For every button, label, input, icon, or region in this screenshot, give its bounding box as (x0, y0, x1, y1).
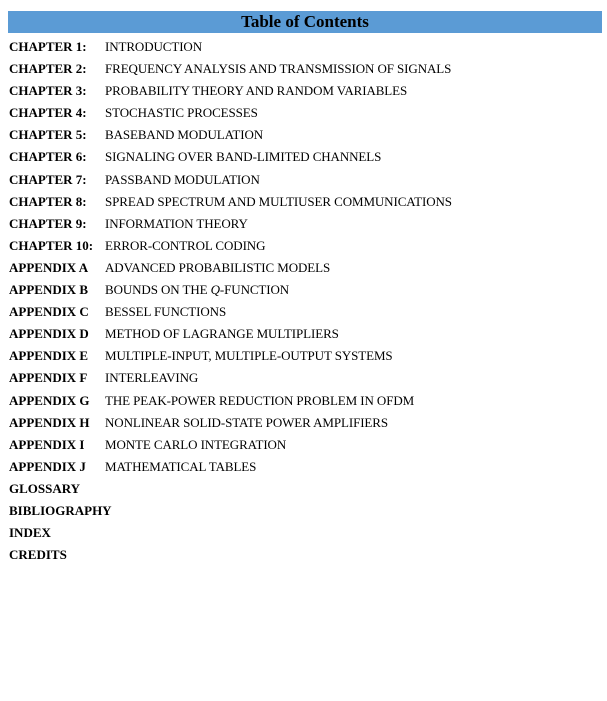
toc-entry-label: APPENDIX H (9, 414, 90, 430)
toc-entry-label: APPENDIX J (9, 458, 86, 474)
toc-entry-appendix-g[interactable] (0, 390, 607, 412)
toc-entry-title: SPREAD SPECTRUM AND MULTIUSER COMMUNICATIONS (105, 193, 452, 209)
toc-entry-title: PASSBAND MODULATION (105, 171, 260, 187)
toc-entry-appendix-c[interactable] (0, 301, 607, 323)
toc-entry-chapter-8[interactable] (0, 191, 607, 213)
toc-entry-appendix-d[interactable] (0, 323, 607, 345)
toc-entry-label: APPENDIX F (9, 370, 88, 386)
toc-entry-appendix-e[interactable] (0, 345, 607, 367)
toc-entry-chapter-4[interactable] (0, 102, 607, 124)
toc-entry-title-italic: Q (210, 282, 220, 298)
toc-entry-label: CHAPTER 10: (9, 237, 94, 253)
toc-entry-label: APPENDIX I (9, 436, 85, 452)
toc-entry-title: INTRODUCTION (105, 39, 203, 54)
toc-entry-title: MULTIPLE-INPUT, MULTIPLE-OUTPUT SYSTEMS (105, 348, 393, 364)
toc-entry-credits[interactable] (0, 544, 607, 566)
toc-entry-label: CREDITS (9, 547, 67, 563)
toc-entry-appendix-a[interactable] (0, 257, 607, 279)
toc-entry-title (105, 279, 289, 301)
toc-entry-chapter-1[interactable] (0, 36, 607, 58)
toc-entry-title: METHOD OF LAGRANGE MULTIPLIERS (105, 326, 339, 342)
toc-entry-chapter-5[interactable] (0, 124, 607, 146)
toc-entry-title: MONTE CARLO INTEGRATION (105, 436, 287, 452)
toc-entry-chapter-9[interactable] (0, 213, 607, 235)
toc-entry-title-suffix: -FUNCTION (219, 282, 290, 298)
toc-entry-label: APPENDIX C (9, 304, 89, 320)
toc-entry-label: CHAPTER 7: (9, 171, 87, 187)
toc-entry-label: APPENDIX D (9, 326, 89, 342)
toc-entry-label: APPENDIX B (9, 282, 89, 298)
toc-entry-title: MATHEMATICAL TABLES (105, 458, 257, 474)
toc-entry-label: CHAPTER 4: (9, 105, 87, 121)
toc-entry-label: CHAPTER 5: (9, 127, 87, 143)
toc-entry-label: BIBLIOGRAPHY (9, 502, 112, 518)
toc-entry-title: PROBABILITY THEORY AND RANDOM VARIABLES (105, 83, 408, 99)
toc-entry-label: CHAPTER 6: (9, 149, 87, 165)
toc-entry-title: INTERLEAVING (105, 370, 199, 386)
toc-entry-title: NONLINEAR SOLID-STATE POWER AMPLIFIERS (105, 414, 388, 430)
toc-entry-chapter-6[interactable] (0, 146, 607, 168)
toc-entry-index[interactable] (0, 522, 607, 544)
toc-entry-chapter-3[interactable] (0, 80, 607, 102)
toc-entry-chapter-2[interactable] (0, 58, 607, 80)
toc-entry-appendix-i[interactable] (0, 434, 607, 456)
toc-entry-label: GLOSSARY (9, 480, 81, 496)
toc-entry-label: CHAPTER 9: (9, 215, 87, 231)
toc-entry-label: APPENDIX G (9, 392, 90, 408)
toc-entry-appendix-b[interactable] (0, 279, 607, 301)
toc-entry-bibliography[interactable] (0, 500, 607, 522)
toc-list (0, 36, 607, 566)
toc-entry-title: FREQUENCY ANALYSIS AND TRANSMISSION OF SIGNALS (105, 61, 452, 77)
toc-entry-title: STOCHASTIC PROCESSES (105, 105, 258, 121)
toc-entry-glossary[interactable] (0, 478, 607, 500)
toc-entry-label: CHAPTER 8: (9, 193, 87, 209)
toc-entry-label: INDEX (9, 525, 51, 541)
toc-entry-chapter-7[interactable] (0, 169, 607, 191)
toc-entry-label: CHAPTER 2: (9, 61, 87, 77)
toc-entry-title: THE PEAK-POWER REDUCTION PROBLEM IN OFDM (105, 392, 415, 408)
toc-entry-label: APPENDIX E (9, 348, 89, 364)
toc-entry-appendix-j[interactable] (0, 456, 607, 478)
toc-entry-title-prefix: BOUNDS ON THE (105, 282, 211, 298)
toc-entry-appendix-h[interactable] (0, 412, 607, 434)
toc-title: Table of Contents (241, 12, 369, 31)
toc-entry-label: APPENDIX A (9, 259, 89, 275)
toc-entry-title: BESSEL FUNCTIONS (105, 304, 227, 320)
toc-entry-label: CHAPTER 1: (9, 39, 87, 54)
toc-entry-title: ADVANCED PROBABILISTIC MODELS (105, 259, 331, 275)
toc-entry-title: INFORMATION THEORY (105, 215, 248, 231)
toc-entry-title: ERROR-CONTROL CODING (105, 237, 266, 253)
toc-entry-appendix-f[interactable] (0, 367, 607, 389)
toc-entry-label: CHAPTER 3: (9, 83, 87, 99)
toc-header-bar (8, 11, 602, 33)
toc-entry-chapter-10[interactable] (0, 235, 607, 257)
toc-entry-title: SIGNALING OVER BAND-LIMITED CHANNELS (105, 149, 382, 165)
toc-entry-title: BASEBAND MODULATION (105, 127, 264, 143)
